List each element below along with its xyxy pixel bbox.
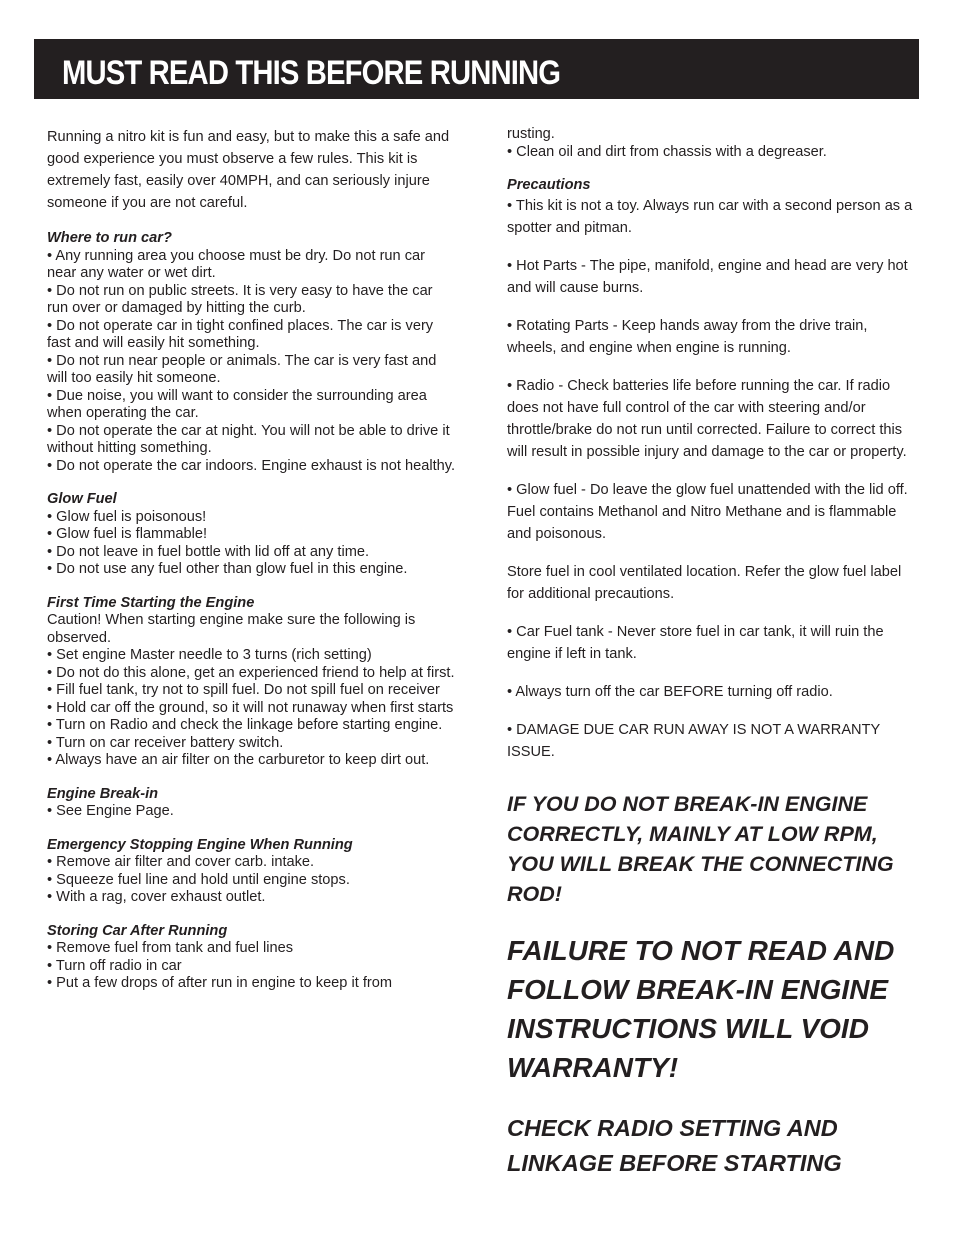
precaution-item: • Car Fuel tank - Never store fuel in car tank, it will ruin the engine if left in tank. <box>507 623 884 662</box>
list-item: • Remove fuel from tank and fuel lines <box>47 940 294 956</box>
list-item: • Always have an air filter on the carburetor to keep dirt out. <box>47 752 430 768</box>
list-item: • Do not do this alone, get an experienced friend to help at first. <box>47 664 455 681</box>
precaution-item: • Always turn off the car BEFORE turning off radio. <box>507 683 833 700</box>
list-item: • Do not run near people or animals. The car is very fast and will too easily hit someone. <box>47 352 437 386</box>
list-item: • Turn on car receiver battery switch. <box>47 734 284 751</box>
section-engine-break-in <box>47 786 457 821</box>
intro-paragraph: Running a nitro kit is fun and easy, but to make this a safe and good experience you must observe a few rules. This kit is extremely fast, easily over 40MPH, and can seriously injure someone if you are not careful. <box>47 129 450 211</box>
list-item: • Hold car off the ground, so it will not runaway when first starts <box>47 699 454 716</box>
precaution-item: • DAMAGE DUE CAR RUN AWAY IS NOT A WARRANTY ISSUE. <box>507 721 880 760</box>
warning-void-warranty: FAILURE TO NOT READ AND FOLLOW BREAK-IN ENGINE INSTRUCTIONS WILL VOID WARRANTY! <box>507 934 895 1083</box>
section-heading: Emergency Stopping Engine When Running <box>47 836 353 853</box>
precaution-item: • Rotating Parts - Keep hands away from the drive train, wheels, and engine when engine is running. <box>507 317 868 356</box>
list-item: • Any running area you choose must be dry. Do not run car near any water or wet dirt. <box>47 247 425 281</box>
list-item: • Due noise, you will want to consider the surrounding area when operating the car. <box>47 387 427 421</box>
list-item: • See Engine Page. <box>47 803 174 819</box>
list-item: • Do not run on public streets. It is very easy to have the car run over or damaged by hitting the curb. <box>47 282 433 316</box>
continued-text: rusting. <box>507 126 555 142</box>
list-item: • Turn off radio in car <box>47 957 182 974</box>
list-item: • Do not operate car in tight confined places. The car is very fast and will easily hit something. <box>47 317 434 351</box>
list-item: • Glow fuel is flammable! <box>47 526 208 542</box>
section-where-to-run <box>47 230 457 475</box>
section-heading: Glow Fuel <box>47 491 117 507</box>
list-item: • With a rag, cover exhaust outlet. <box>47 889 266 905</box>
list-item: • Squeeze fuel line and hold until engine stops. <box>47 871 350 888</box>
section-emergency-stopping <box>47 837 457 907</box>
right-column <box>507 126 917 1181</box>
list-item: • Fill fuel tank, try not to spill fuel. Do not spill fuel on receiver <box>47 682 440 698</box>
section-heading: Engine Break-in <box>47 785 159 802</box>
list-item: • Do not use any fuel other than glow fuel in this engine. <box>47 561 408 577</box>
list-item: • Do not operate the car indoors. Engine exhaust is not healthy. <box>47 457 456 474</box>
left-column <box>47 126 457 993</box>
list-item: • Clean oil and dirt from chassis with a degreaser. <box>507 143 827 160</box>
list-item: • Remove air filter and cover carb. intake. <box>47 854 315 870</box>
precaution-item: • Radio - Check batteries life before running the car. If radio does not have full control of the car with steering and/or throttle/brake do not run until corrected. Failure to correct this will result in possible injury and damage to the car or property. <box>507 377 907 460</box>
precaution-item: • Glow fuel - Do leave the glow fuel unattended with the lid off. Fuel contains Methanol and Nitro Methane and is flammable and poisonous. <box>507 481 908 542</box>
list-item: • Do not operate the car at night. You will not be able to drive it without hitting something. <box>47 422 450 456</box>
section-heading: First Time Starting the Engine <box>47 594 255 611</box>
precaution-item: • This kit is not a toy. Always run car with a second person as a spotter and pitman. <box>507 197 913 236</box>
section-heading: Storing Car After Running <box>47 922 228 939</box>
precaution-item: • Hot Parts - The pipe, manifold, engine and head are very hot and will cause burns. <box>507 257 908 296</box>
section-precautions <box>507 177 917 763</box>
warning-break-in: IF YOU DO NOT BREAK-IN ENGINE CORRECTLY, MAINLY AT LOW RPM, YOU WILL BREAK THE CONNECTING ROD! <box>507 791 894 906</box>
section-first-time-starting <box>47 595 457 770</box>
list-item: • Glow fuel is poisonous! <box>47 508 207 525</box>
list-item: • Do not leave in fuel bottle with lid off at any time. <box>47 543 370 560</box>
list-item: • Put a few drops of after run in engine to keep it from <box>47 975 393 991</box>
section-glow-fuel <box>47 491 457 579</box>
page-title: MUST READ THIS BEFORE RUNNING <box>62 54 561 92</box>
list-item: Caution! When starting engine make sure the following is observed. <box>47 612 416 646</box>
warning-check-radio: CHECK RADIO SETTING AND LINKAGE BEFORE STARTING <box>507 1114 842 1176</box>
list-item: • Turn on Radio and check the linkage before starting engine. <box>47 717 443 733</box>
list-item: • Set engine Master needle to 3 turns (rich setting) <box>47 647 372 663</box>
section-storing-car <box>47 923 457 993</box>
section-heading: Precautions <box>507 177 591 193</box>
precaution-item: Store fuel in cool ventilated location. Refer the glow fuel label for additional precautions. <box>507 563 902 602</box>
page-header-bar <box>34 39 919 99</box>
section-heading: Where to run car? <box>47 230 172 246</box>
